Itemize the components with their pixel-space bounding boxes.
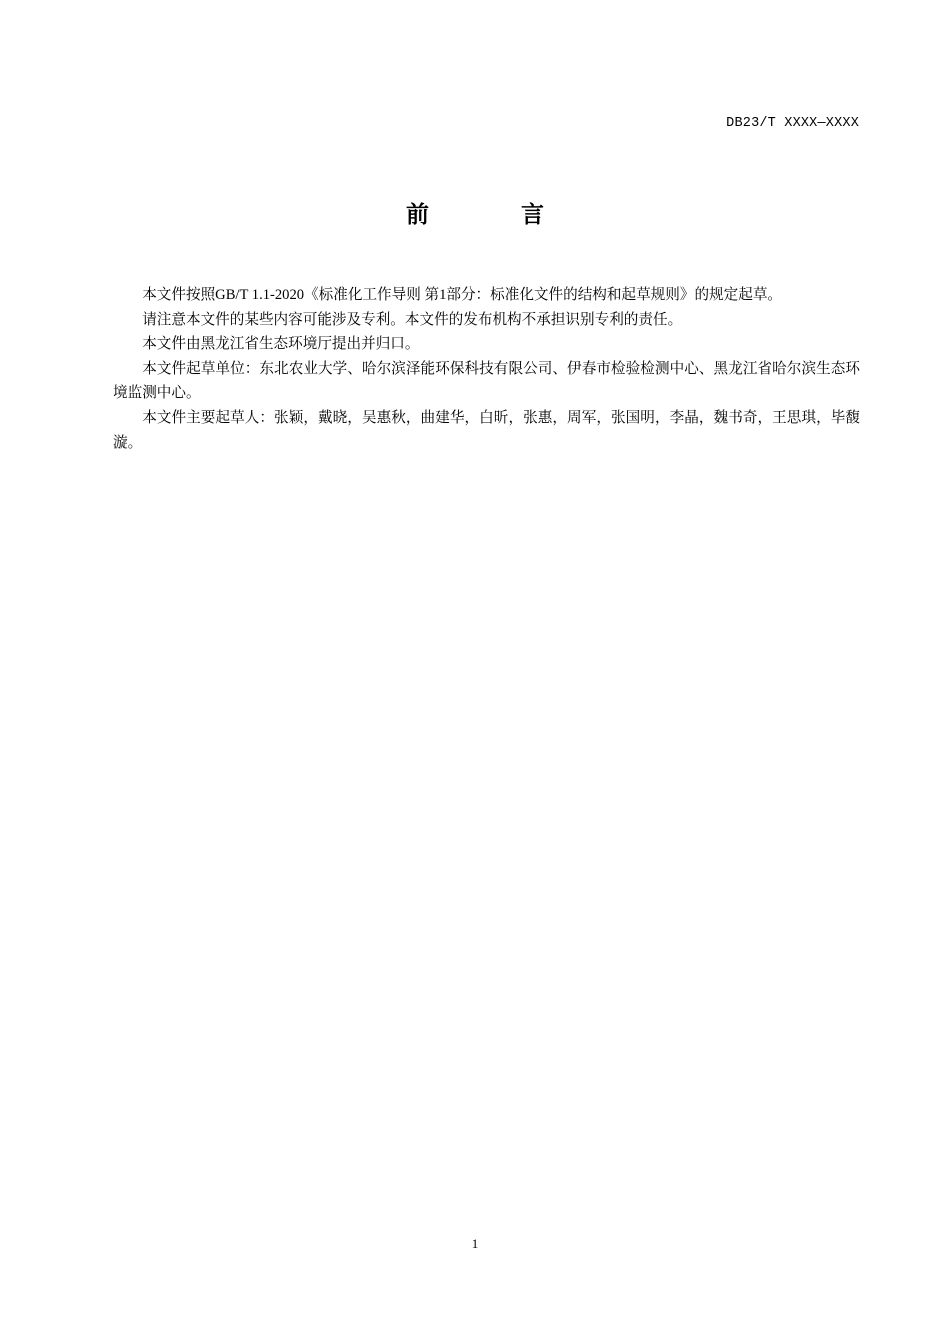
page-title: 前 言 — [405, 202, 586, 228]
paragraph-drafting-units: 本文件起草单位：东北农业大学、哈尔滨泽能环保科技有限公司、伊春市检验检测中心、黑龙江省哈尔滨生态环境监测中心。 — [113, 360, 860, 402]
paragraph-proposer: 本文件由黑龙江省生态环境厅提出并归口。 — [142, 336, 420, 353]
page-number: 1 — [471, 1236, 479, 1251]
paragraph-patent-notice: 请注意本文件的某些内容可能涉及专利。本文件的发布机构不承担识别专利的责任。 — [142, 311, 683, 328]
paragraph-drafters: 本文件主要起草人：张颖，戴晓，吴惠秋，曲建华，白昕，张惠，周军，张国明，李晶，魏书奇，王思琪，毕馥漩。 — [113, 409, 860, 451]
paragraph-drafting-rules: 本文件按照GB/T 1.1-2020《标准化工作导则 第1部分：标准化文件的结构和起草规则》的规定起草。 — [142, 287, 783, 303]
standard-code: DB23/T XXXX—XXXX — [726, 116, 859, 131]
foreword-body — [113, 283, 860, 455]
